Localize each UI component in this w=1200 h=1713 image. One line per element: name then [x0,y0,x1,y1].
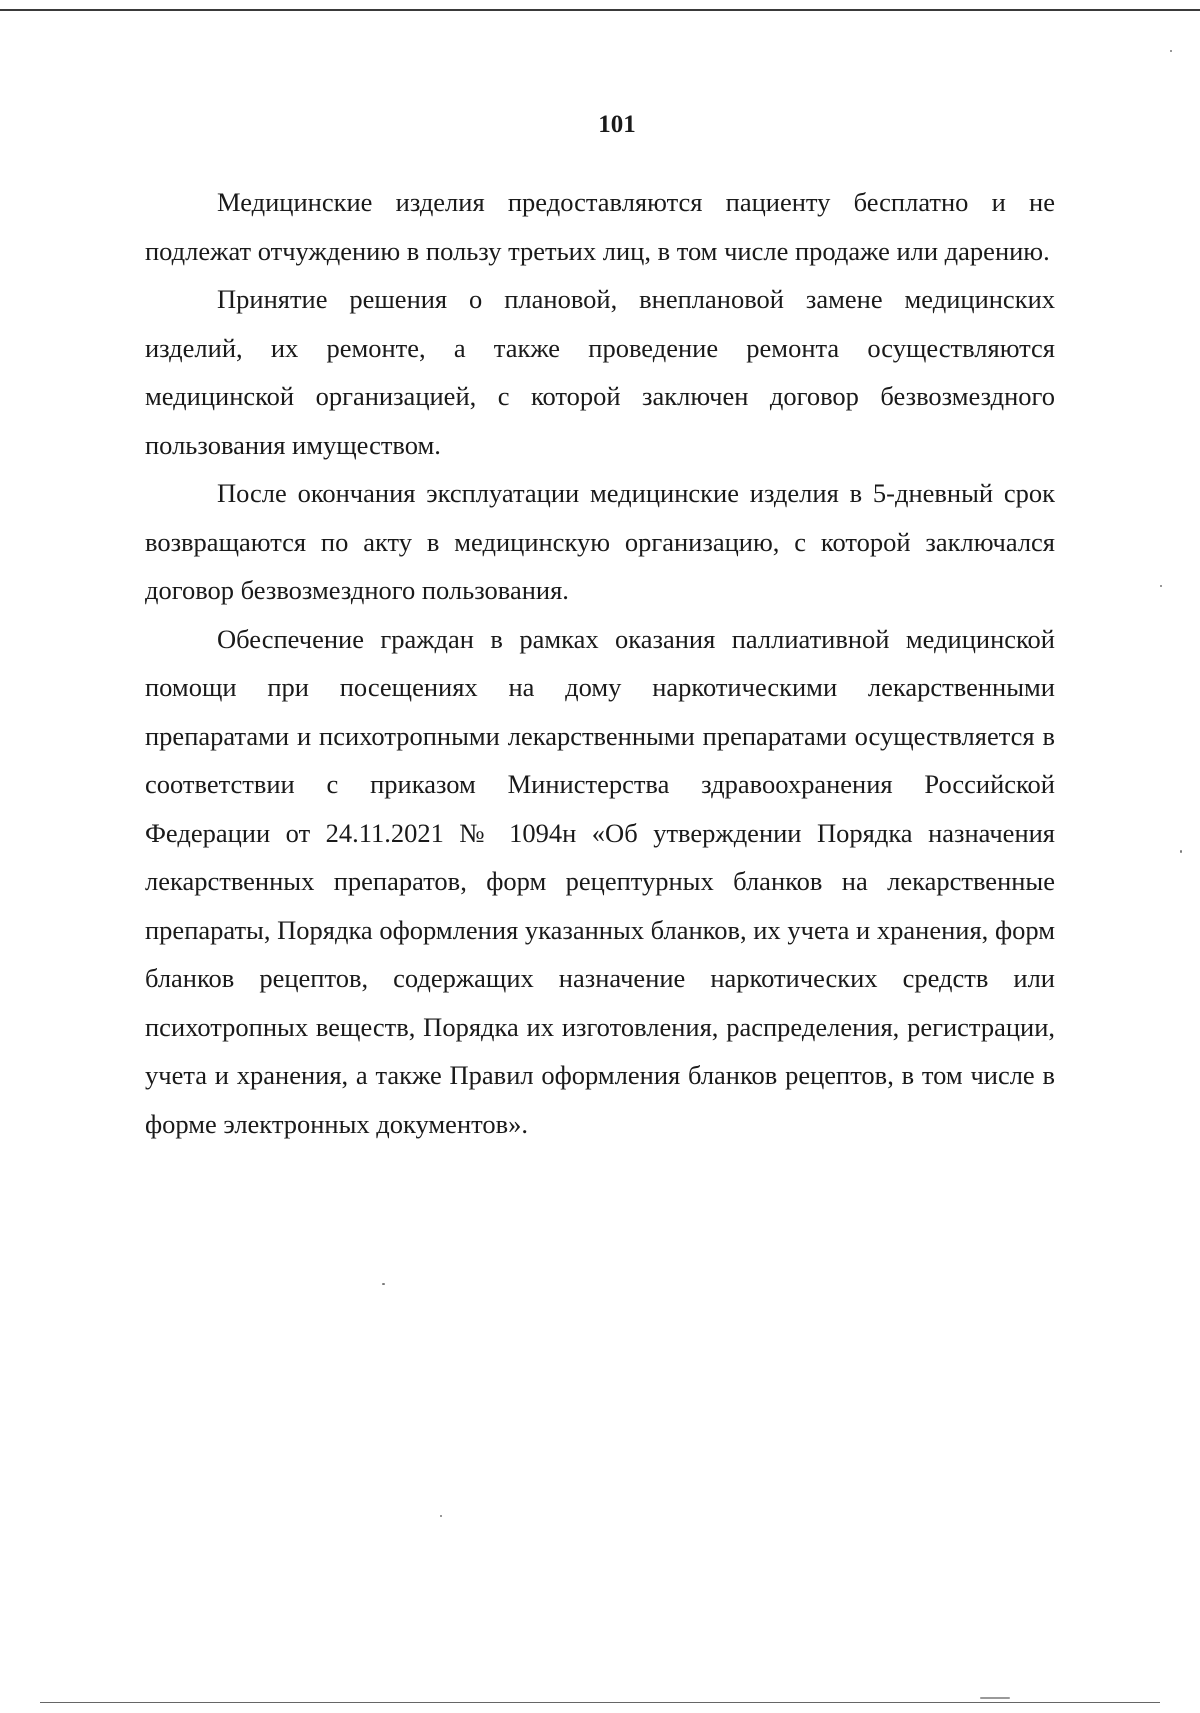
scan-speck [1170,50,1172,52]
document-body [145,178,1055,1148]
scan-speck [980,1697,1010,1699]
paragraph-replacement-decision: Принятие решения о плановой, внеплановой замене медицинских изделий, их ремонте, а также проведение ремонта осуществляются медицинской организацией, с которой заключен договор безвозмездного пользования имуществом. [145,284,1055,460]
paragraph-narcotic-provision: Обеспечение граждан в рамках оказания паллиативной медицинской помощи при посещениях на дому наркотическими лекарственными препаратами и психотропными лекарственными препаратами осуществляется в соответствии с приказом Министерства здравоохранения Российской Федерации от 24.11.2021 № 1094н «Об утверждении Порядка назначения лекарственных препаратов, форм рецептурных бланков на лекарственные препараты, Порядка оформления указанных бланков, их учета и хранения, форм бланков рецептов, содержащих назначение наркотических средств или психотропных веществ, Порядка их изготовления, распределения, регистрации, учета и хранения, а также Правил оформления бланков рецептов, в том числе в форме электронных документов». [145,623,1055,1139]
scan-speck [382,1283,385,1285]
scan-speck [1160,585,1162,587]
paragraph-return-after-use: После окончания эксплуатации медицинские изделия в 5-дневный срок возвращаются по акту в медицинскую организацию, с которой заключался договор безвозмездного пользования. [145,478,1055,605]
paragraph-medical-devices-free: Медицинские изделия предоставляются пациенту бесплатно и не подлежат отчуждению в пользу третьих лиц, в том числе продаже или дарению. [145,187,1055,266]
page-number: 101 [598,111,636,138]
scan-speck [1180,850,1182,853]
scan-edge-bottom [40,1702,1160,1703]
scan-speck [440,1515,442,1517]
scan-edge-top [0,9,1200,11]
